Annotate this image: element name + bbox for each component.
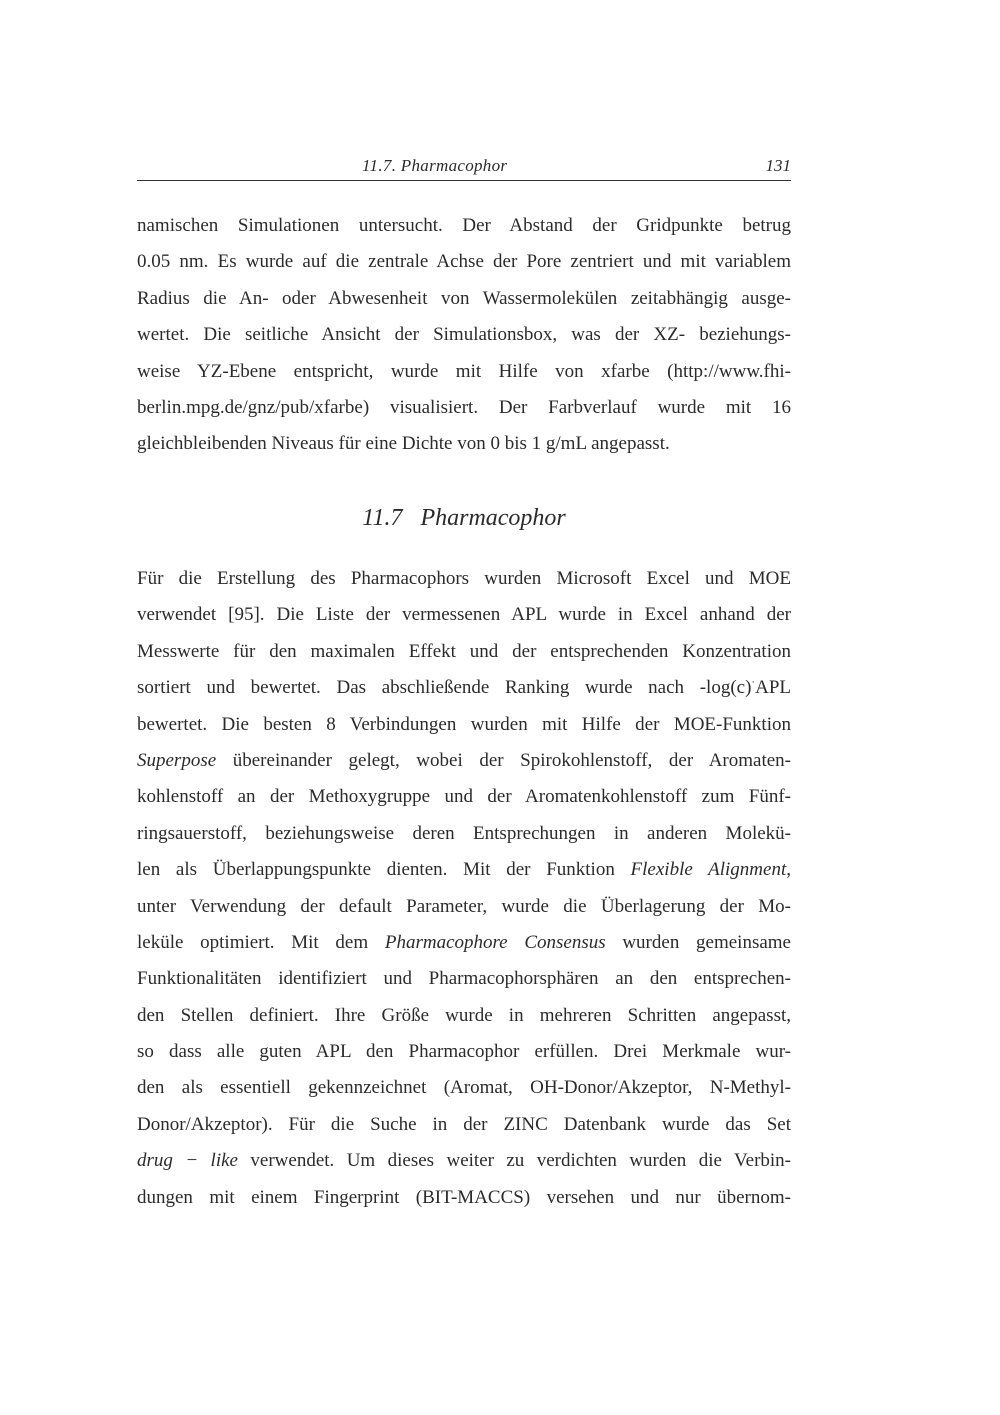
running-title: 11.7. Pharmacophor (362, 156, 508, 175)
text-line: Donor/Akzeptor). Für die Suche in der ZINC Datenbank wurde das Set (137, 1113, 791, 1135)
text-fragment: übereinander gelegt, wobei der Spirokohlenstoff, der Aromaten- (216, 749, 791, 771)
text-line: namischen Simulationen untersucht. Der Abstand der Gridpunkte betrug (137, 215, 791, 236)
paragraph-continued (137, 208, 791, 463)
text-line (137, 925, 791, 961)
text-fragment: leküle optimiert. Mit dem (137, 931, 385, 953)
text-line: wertet. Die seitliche Ansicht der Simulationsbox, was der XZ- beziehungs- (137, 324, 791, 346)
text-line: den als essentiell gekennzeichnet (Aromat, OH-Donor/Akzeptor, N-Methyl- (137, 1077, 791, 1099)
paragraph-pharmacophor (137, 561, 791, 1216)
text-fragment: APL (755, 677, 791, 699)
text-fragment: verwendet. Um dieses weiter zu verdichten wurden die Verbin- (237, 1150, 791, 1172)
set-name-drug-like: drug − like (137, 1150, 238, 1172)
page-number: 131 (765, 156, 791, 175)
running-header (137, 156, 791, 181)
text-line: 0.05 nm. Es wurde auf die zentrale Achse der Pore zentriert und mit variablem (137, 251, 791, 273)
text-line: den Stellen definiert. Ihre Größe wurde in mehreren Schritten angepasst, (137, 1004, 791, 1026)
text-line: bewertet. Die besten 8 Verbindungen wurden mit Hilfe der MOE-Funktion (137, 713, 791, 735)
text-line: Radius die An- oder Abwesenheit von Wassermolekülen zeitabhängig ausge- (137, 287, 791, 309)
dot-superscript: · (751, 676, 756, 689)
text-line (137, 743, 791, 779)
text-fragment: sortiert und bewertet. Das abschließende Ranking wurde nach -log(c) (137, 677, 752, 699)
text-line (137, 670, 791, 706)
text-line: verwendet [95]. Die Liste der vermessenen APL wurde in Excel anhand der (137, 604, 791, 626)
text-line: gleichbleibenden Niveaus für eine Dichte von 0 bis 1 g/mL angepasst. (137, 433, 670, 455)
section-number: 11.7 (362, 505, 403, 531)
text-line: weise YZ-Ebene entspricht, wurde mit Hilfe von xfarbe (http://www.fhi- (137, 360, 791, 382)
text-line (137, 852, 791, 888)
text-line: Funktionalitäten identifiziert und Pharmacophorsphären an den entsprechen- (137, 968, 791, 990)
text-line (137, 1143, 791, 1179)
text-line: dungen mit einem Fingerprint (BIT-MACCS) versehen und nur übernom- (137, 1186, 791, 1208)
text-line: Messwerte für den maximalen Effekt und der entsprechenden Konzentration (137, 640, 791, 662)
text-line: Für die Erstellung des Pharmacophors wurden Microsoft Excel und MOE (137, 568, 791, 589)
text-fragment: len als Überlappungspunkte dienten. Mit der Funktion (137, 859, 631, 881)
section-heading (137, 505, 791, 532)
function-name-pharmacophore-consensus: Pharmacophore Consensus (384, 931, 606, 953)
function-name-flexible-alignment: Flexible Alignment (630, 859, 787, 881)
text-line: berlin.mpg.de/gnz/pub/xfarbe) visualisiert. Der Farbverlauf wurde mit 16 (137, 396, 791, 418)
text-line: ringsauerstoff, beziehungsweise deren Entsprechungen in anderen Molekü- (137, 822, 791, 844)
text-line: unter Verwendung der default Parameter, wurde die Überlagerung der Mo- (137, 895, 791, 917)
text-line: kohlenstoff an der Methoxygruppe und der Aromatenkohlenstoff zum Fünf- (137, 786, 791, 808)
function-name-superpose: Superpose (137, 749, 217, 771)
text-fragment: wurden gemeinsame (605, 931, 791, 953)
text-line: so dass alle guten APL den Pharmacophor erfüllen. Drei Merkmale wur- (137, 1041, 791, 1063)
section-title: Pharmacophor (420, 505, 566, 531)
text-fragment: , (786, 859, 791, 881)
